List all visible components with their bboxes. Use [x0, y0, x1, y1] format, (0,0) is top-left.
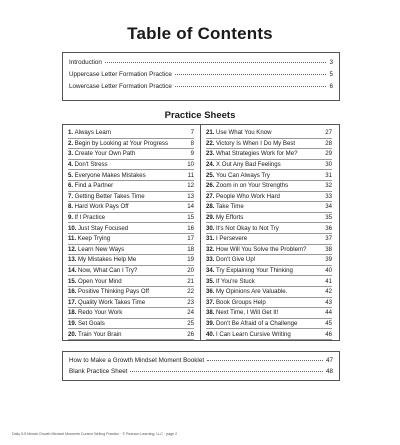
practice-sheet-row[interactable] — [206, 181, 332, 192]
toc-entry-title: Lowercase Letter Formation Practice — [69, 83, 172, 90]
practice-sheet-title: Zoom in on Your Strengths — [215, 182, 289, 190]
practice-sheet-number: 21. — [206, 129, 215, 137]
practice-sheet-number: 32. — [206, 245, 215, 253]
practice-sheet-title: Train Your Brain — [77, 330, 122, 338]
practice-sheet-number: 20. — [68, 330, 77, 338]
practice-sheet-row[interactable] — [68, 255, 194, 266]
practice-sheet-number: 6. — [68, 182, 74, 190]
practice-sheet-page: 36 — [325, 224, 332, 232]
practice-sheet-title: I Persevere — [215, 235, 248, 243]
practice-sheet-page: 34 — [325, 203, 332, 211]
practice-sheet-page: 33 — [325, 192, 332, 200]
practice-sheet-title: Open Your Mind — [77, 277, 122, 285]
practice-sheet-number: 33. — [206, 256, 215, 264]
practice-sheet-page: 23 — [187, 298, 194, 306]
dot-leader — [207, 360, 323, 361]
practice-sheet-row[interactable] — [68, 245, 194, 256]
practice-sheet-number: 28. — [206, 203, 215, 211]
practice-sheet-number: 39. — [206, 319, 215, 327]
practice-sheet-number: 17. — [68, 298, 77, 306]
dot-leader — [105, 62, 327, 63]
practice-sheet-number: 8. — [68, 203, 74, 211]
practice-sheet-row[interactable] — [206, 308, 332, 319]
practice-sheet-page: 45 — [325, 319, 332, 327]
practice-sheet-title: Use What You Know — [215, 129, 272, 137]
practice-sheet-title: Next Time, I Will Get It! — [215, 309, 279, 317]
practice-sheet-title: Set Goals — [77, 319, 105, 327]
dot-leader — [175, 74, 327, 75]
practice-sheet-page: 18 — [187, 245, 194, 253]
toc-entry-page: 48 — [325, 368, 333, 375]
practice-sheet-row[interactable] — [206, 255, 332, 266]
practice-sheet-number: 7. — [68, 192, 74, 200]
practice-sheet-page: 20 — [187, 267, 194, 275]
practice-sheet-title: Don't Stress — [74, 161, 108, 169]
toc-entry-page: 3 — [329, 59, 333, 66]
practice-sheet-page: 46 — [325, 330, 332, 338]
practice-sheet-title: Don't Be Afraid of a Challenge — [215, 319, 298, 327]
practice-sheet-row[interactable] — [68, 298, 194, 309]
practice-sheet-title: Find a Partner — [74, 182, 114, 190]
practice-sheet-number: 27. — [206, 192, 215, 200]
practice-sheet-title: Quality Work Takes Time — [77, 298, 146, 306]
practice-sheet-title: My Opinions Are Valuable. — [215, 288, 288, 296]
practice-sheet-number: 11. — [68, 235, 77, 243]
practice-sheet-row[interactable] — [68, 329, 194, 340]
toc-entry-page: 47 — [325, 357, 333, 364]
practice-column-right — [206, 128, 332, 340]
practice-sheet-number: 22. — [206, 139, 215, 147]
practice-sheet-row[interactable] — [206, 170, 332, 181]
practice-sheet-number: 4. — [68, 161, 74, 169]
practice-sheet-row[interactable] — [206, 266, 332, 277]
practice-sheet-number: 24. — [206, 161, 215, 169]
practice-sheet-title: What Strategies Work for Me? — [215, 150, 298, 158]
practice-sheet-row[interactable] — [68, 181, 194, 192]
practice-sheet-title: You Can Always Try — [215, 171, 270, 179]
practice-sheet-number: 29. — [206, 214, 215, 222]
practice-sheet-row[interactable] — [206, 319, 332, 330]
practice-sheet-title: How Will You Solve the Problem? — [215, 245, 307, 253]
practice-sheet-title: It's Not Okay to Not Try — [215, 224, 279, 232]
practice-sheet-page: 29 — [325, 150, 332, 158]
practice-sheet-row[interactable] — [68, 308, 194, 319]
intro-contents-box — [62, 52, 340, 101]
practice-sheet-title: I Can Learn Cursive Writing — [215, 330, 291, 338]
practice-sheet-row[interactable] — [68, 160, 194, 171]
practice-column-left — [68, 128, 194, 340]
practice-sheet-row[interactable] — [68, 287, 194, 298]
practice-sheet-number: 31. — [206, 235, 215, 243]
toc-entry-booklet[interactable] — [69, 357, 333, 364]
practice-sheet-title: If You're Stuck — [215, 277, 255, 285]
practice-sheet-number: 9. — [68, 214, 74, 222]
practice-sheet-title: Take Time — [215, 203, 244, 211]
practice-sheet-row[interactable] — [68, 213, 194, 224]
practice-sheet-page: 24 — [187, 309, 194, 317]
practice-sheet-page: 28 — [325, 139, 332, 147]
practice-sheet-row[interactable] — [206, 139, 332, 150]
practice-sheet-page: 25 — [187, 319, 194, 327]
practice-sheet-page: 44 — [325, 309, 332, 317]
practice-sheet-page: 43 — [325, 298, 332, 306]
practice-sheet-number: 10. — [68, 224, 77, 232]
practice-sheet-page: 22 — [187, 288, 194, 296]
page-footer: Daily 5-5 Minute Growth Mindset Moments Cursive Writing Practice · © Pearson Learning, LLC · page 2 — [12, 432, 178, 436]
page-title: Table of Contents — [127, 24, 273, 43]
practice-sheet-row[interactable] — [206, 202, 332, 213]
practice-sheet-row[interactable] — [68, 276, 194, 287]
toc-entry-uppercase[interactable] — [69, 71, 333, 78]
practice-sheet-page: 12 — [187, 182, 194, 190]
practice-sheet-row[interactable] — [68, 128, 194, 139]
practice-sheet-title: Redo Your Work — [77, 309, 123, 317]
practice-sheet-page: 35 — [325, 214, 332, 222]
practice-sheet-number: 3. — [68, 150, 74, 158]
practice-sheet-row[interactable] — [206, 160, 332, 171]
practice-sheet-title: If I Practice — [74, 214, 106, 222]
practice-sheet-title: Book Groups Help — [215, 298, 266, 306]
practice-sheet-page: 14 — [187, 203, 194, 211]
practice-sheet-page: 15 — [187, 214, 194, 222]
toc-entry-title: Uppercase Letter Formation Practice — [69, 71, 172, 78]
practice-sheet-page: 11 — [187, 171, 194, 179]
practice-sheet-row[interactable] — [68, 234, 194, 245]
practice-sheet-number: 1. — [68, 129, 74, 137]
practice-sheet-page: 16 — [187, 224, 194, 232]
practice-sheet-number: 12. — [68, 245, 77, 253]
practice-sheet-title: Begin by Looking at Your Progress — [74, 139, 169, 147]
practice-sheet-page: 9 — [190, 150, 194, 158]
practice-sheet-number: 38. — [206, 309, 215, 317]
practice-sheet-row[interactable] — [206, 128, 332, 139]
practice-sheet-number: 25. — [206, 171, 215, 179]
practice-sheet-page: 27 — [325, 129, 332, 137]
column-divider — [200, 125, 201, 340]
practice-sheet-number: 19. — [68, 319, 77, 327]
practice-sheet-page: 21 — [187, 277, 194, 285]
practice-sheet-number: 23. — [206, 150, 215, 158]
practice-sheet-title: Everyone Makes Mistakes — [74, 171, 146, 179]
practice-sheet-page: 40 — [325, 267, 332, 275]
practice-sheet-title: Victory Is When I Do My Best — [215, 139, 296, 147]
practice-sheet-row[interactable] — [68, 149, 194, 160]
toc-entry-title: Introduction — [69, 59, 102, 66]
practice-sheet-title: Try Explaining Your Thinking — [215, 267, 293, 275]
practice-sheet-title: My Efforts — [215, 214, 244, 222]
toc-entry-page: 6 — [329, 83, 333, 90]
practice-sheet-page: 37 — [325, 235, 332, 243]
practice-sheet-title: Now, What Can I Try? — [77, 267, 138, 275]
practice-sheet-row[interactable] — [68, 223, 194, 234]
practice-sheet-title: My Mistakes Help Me — [77, 256, 137, 264]
practice-sheet-row[interactable] — [206, 245, 332, 256]
toc-entry-page: 5 — [329, 71, 333, 78]
practice-sheet-number: 5. — [68, 171, 74, 179]
practice-sheet-number: 16. — [68, 288, 77, 296]
practice-sheet-number: 30. — [206, 224, 215, 232]
practice-sheet-page: 26 — [187, 330, 194, 338]
practice-sheet-row[interactable] — [206, 298, 332, 309]
practice-sheet-page: 42 — [325, 288, 332, 296]
practice-sheet-row[interactable] — [206, 234, 332, 245]
practice-sheet-number: 37. — [206, 298, 215, 306]
practice-sheet-number: 34. — [206, 267, 215, 275]
practice-sheet-title: Keep Trying — [77, 235, 111, 243]
practice-sheet-row[interactable] — [68, 192, 194, 203]
toc-entry-title: Blank Practice Sheet — [69, 368, 128, 375]
toc-entry-title: How to Make a Growth Mindset Moment Booklet — [69, 357, 205, 364]
practice-sheet-title: Always Learn — [74, 129, 112, 137]
practice-sheet-page: 7 — [190, 129, 194, 137]
practice-sheets-box — [62, 124, 340, 341]
practice-sheet-page: 10 — [187, 161, 194, 169]
practice-sheet-title: Create Your Own Path — [74, 150, 136, 158]
practice-sheet-title: Hard Work Pays Off — [74, 203, 129, 211]
practice-sheet-page: 39 — [325, 256, 332, 264]
practice-sheet-page: 17 — [187, 235, 194, 243]
dot-leader — [130, 371, 323, 372]
practice-sheet-number: 40. — [206, 330, 215, 338]
practice-sheet-number: 26. — [206, 182, 215, 190]
practice-sheet-row[interactable] — [206, 223, 332, 234]
practice-sheet-number: 18. — [68, 309, 77, 317]
toc-entry-lowercase[interactable] — [69, 83, 333, 90]
practice-sheet-row[interactable] — [206, 213, 332, 224]
practice-sheets-heading: Practice Sheets — [164, 110, 236, 121]
practice-sheet-number: 15. — [68, 277, 77, 285]
practice-sheet-row[interactable] — [206, 276, 332, 287]
practice-sheet-title: Learn New Ways — [77, 245, 125, 253]
practice-sheet-page: 8 — [190, 139, 194, 147]
practice-sheet-row[interactable] — [68, 319, 194, 330]
practice-sheet-row[interactable] — [206, 329, 332, 340]
practice-sheet-page: 32 — [325, 182, 332, 190]
practice-sheet-title: People Who Work Hard — [215, 192, 280, 200]
practice-sheet-row[interactable] — [206, 287, 332, 298]
practice-sheet-row[interactable] — [68, 139, 194, 150]
practice-sheet-page: 41 — [325, 277, 332, 285]
practice-sheet-number: 13. — [68, 256, 77, 264]
practice-sheet-title: Getting Better Takes Time — [74, 192, 145, 200]
dot-leader — [175, 86, 327, 87]
practice-sheet-page: 31 — [325, 171, 332, 179]
practice-sheet-title: Don't Give Up! — [215, 256, 256, 264]
practice-sheet-title: Just Stay Focused — [77, 224, 129, 232]
appendix-contents-box — [62, 351, 340, 381]
practice-sheet-number: 14. — [68, 267, 77, 275]
practice-sheet-row[interactable] — [206, 149, 332, 160]
practice-sheet-number: 35. — [206, 277, 215, 285]
practice-sheet-row[interactable] — [206, 192, 332, 203]
practice-sheet-number: 2. — [68, 139, 74, 147]
practice-sheet-page: 13 — [187, 192, 194, 200]
practice-sheet-title: X Out Any Bad Feelings — [215, 161, 281, 169]
toc-entry-introduction[interactable] — [69, 59, 333, 66]
practice-sheet-row[interactable] — [68, 266, 194, 277]
practice-sheet-title: Positive Thinking Pays Off — [77, 288, 149, 296]
practice-sheet-row[interactable] — [68, 202, 194, 213]
practice-sheet-page: 19 — [187, 256, 194, 264]
practice-sheet-number: 36. — [206, 288, 215, 296]
practice-sheet-row[interactable] — [68, 170, 194, 181]
practice-sheet-page: 30 — [325, 161, 332, 169]
toc-entry-blank-sheet[interactable] — [69, 368, 333, 375]
practice-sheet-page: 38 — [325, 245, 332, 253]
